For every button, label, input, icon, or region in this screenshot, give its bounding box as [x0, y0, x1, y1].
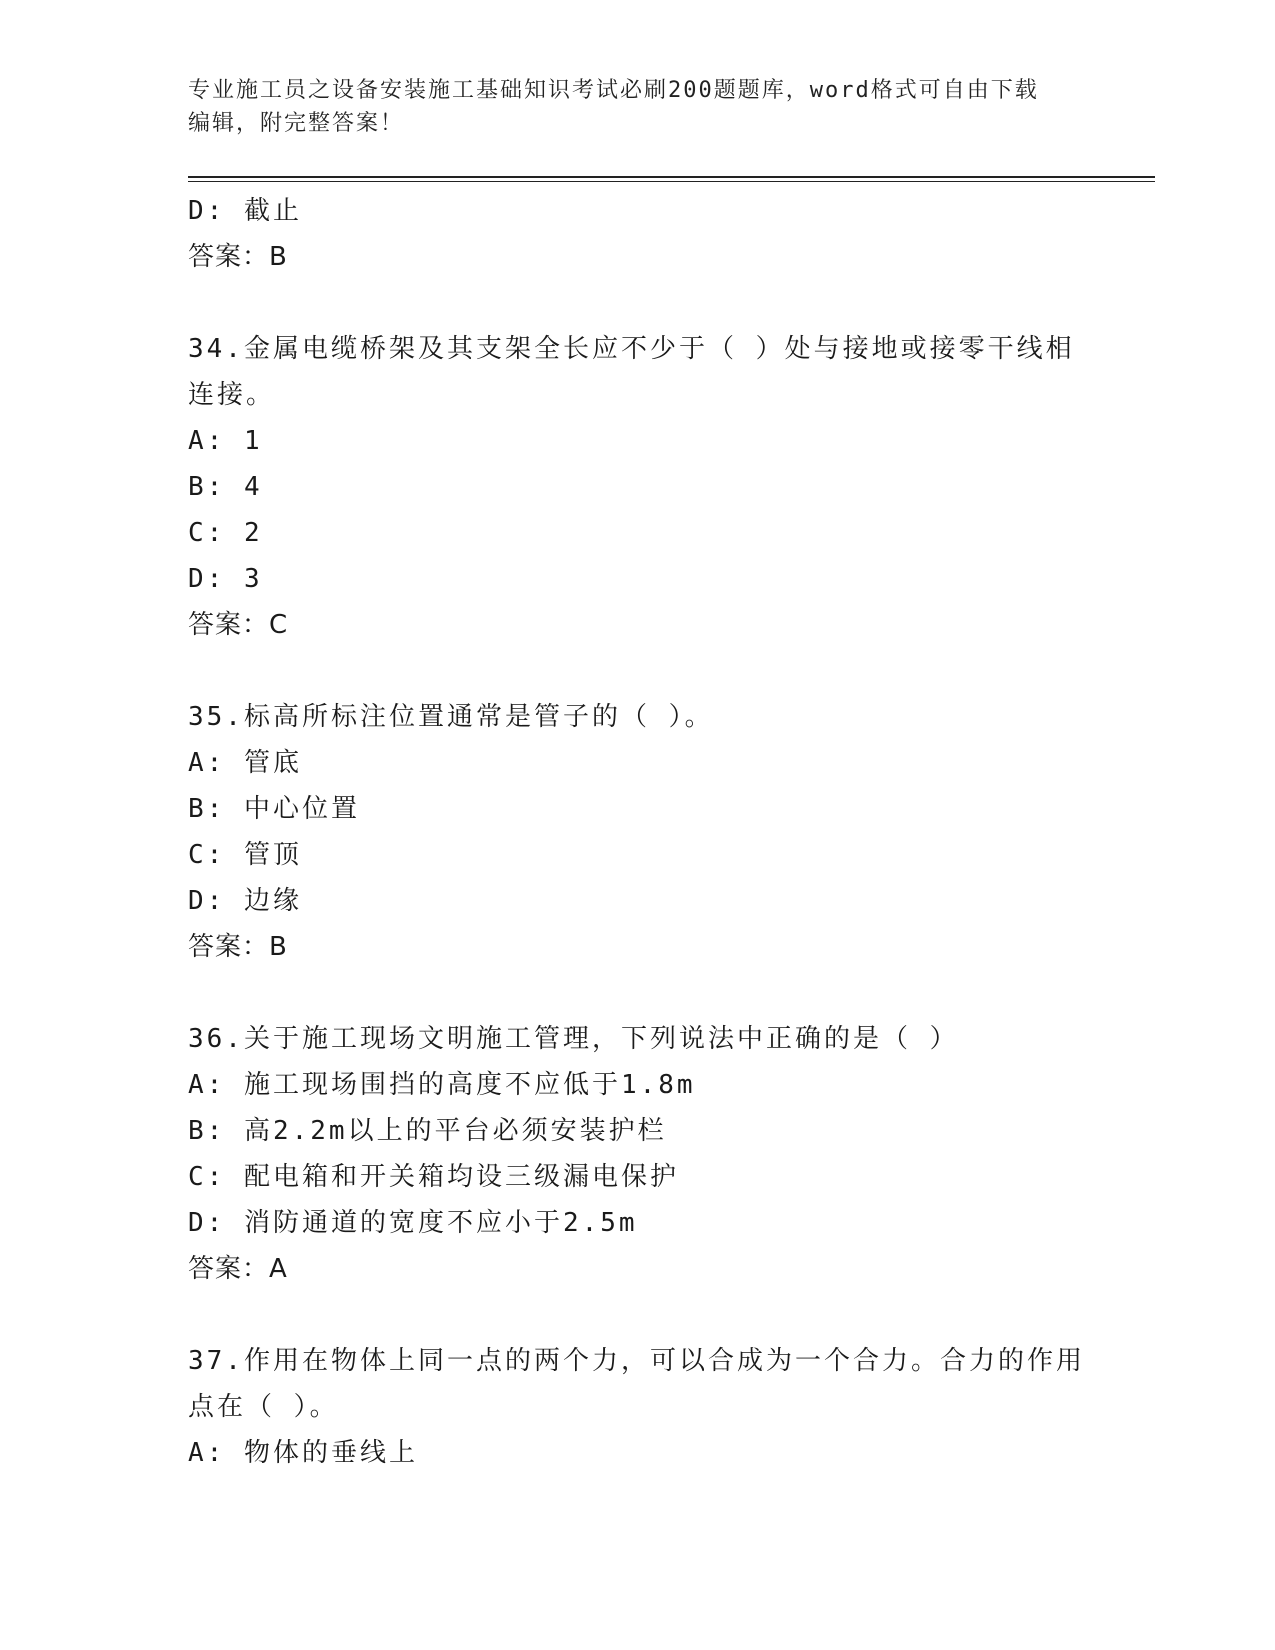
question-block-35 [188, 694, 1088, 970]
header-title-line2: 编辑，附完整答案！ [188, 111, 405, 136]
spacer [188, 970, 1088, 1016]
answer-line: 答案：B [188, 932, 288, 962]
option-a: A: 施工现场围挡的高度不应低于1.8m [188, 1070, 696, 1100]
question-stem-continued: 点在（ ）。 [188, 1392, 339, 1422]
question-list [188, 188, 1088, 1476]
question-stem-continued: 连接。 [188, 380, 276, 410]
option-d: D: 消防通道的宽度不应小于2.5m [188, 1208, 638, 1238]
header-divider-thin [188, 181, 1155, 182]
question-stem: 34.金属电缆桥架及其支架全长应不少于（ ）处与接地或接零干线相 [188, 334, 1075, 364]
spacer [188, 280, 1088, 326]
option-d: D: 边缘 [188, 886, 302, 916]
answer-line: 答案：B [188, 242, 288, 272]
option-b: B: 高2.2m以上的平台必须安装护栏 [188, 1116, 667, 1146]
question-block-34 [188, 326, 1088, 648]
document-header [188, 74, 1068, 140]
question-stem: 37.作用在物体上同一点的两个力，可以合成为一个合力。合力的作用 [188, 1346, 1085, 1376]
question-stem: 35.标高所标注位置通常是管子的（ ）。 [188, 702, 714, 732]
question-stem: 36.关于施工现场文明施工管理，下列说法中正确的是（ ） [188, 1024, 959, 1054]
spacer [188, 648, 1088, 694]
option-a: A: 1 [188, 426, 263, 456]
option-a: A: 物体的垂线上 [188, 1438, 418, 1468]
option-b: B: 4 [188, 472, 263, 502]
header-title-line1: 专业施工员之设备安装施工基础知识考试必刷200题题库，word格式可自由下载 [188, 78, 1039, 103]
header-divider-thick [188, 176, 1155, 178]
question-block-33 [188, 188, 1088, 280]
option-d: D: 3 [188, 564, 263, 594]
question-block-36 [188, 1016, 1088, 1292]
option-c: C: 2 [188, 518, 263, 548]
question-block-37 [188, 1338, 1088, 1476]
spacer [188, 1292, 1088, 1338]
option-d: D: 截止 [188, 196, 302, 226]
answer-line: 答案：A [188, 1254, 288, 1284]
option-c: C: 管顶 [188, 840, 302, 870]
option-b: B: 中心位置 [188, 794, 360, 824]
option-c: C: 配电箱和开关箱均设三级漏电保护 [188, 1162, 679, 1192]
option-a: A: 管底 [188, 748, 302, 778]
answer-line: 答案：C [188, 610, 289, 640]
